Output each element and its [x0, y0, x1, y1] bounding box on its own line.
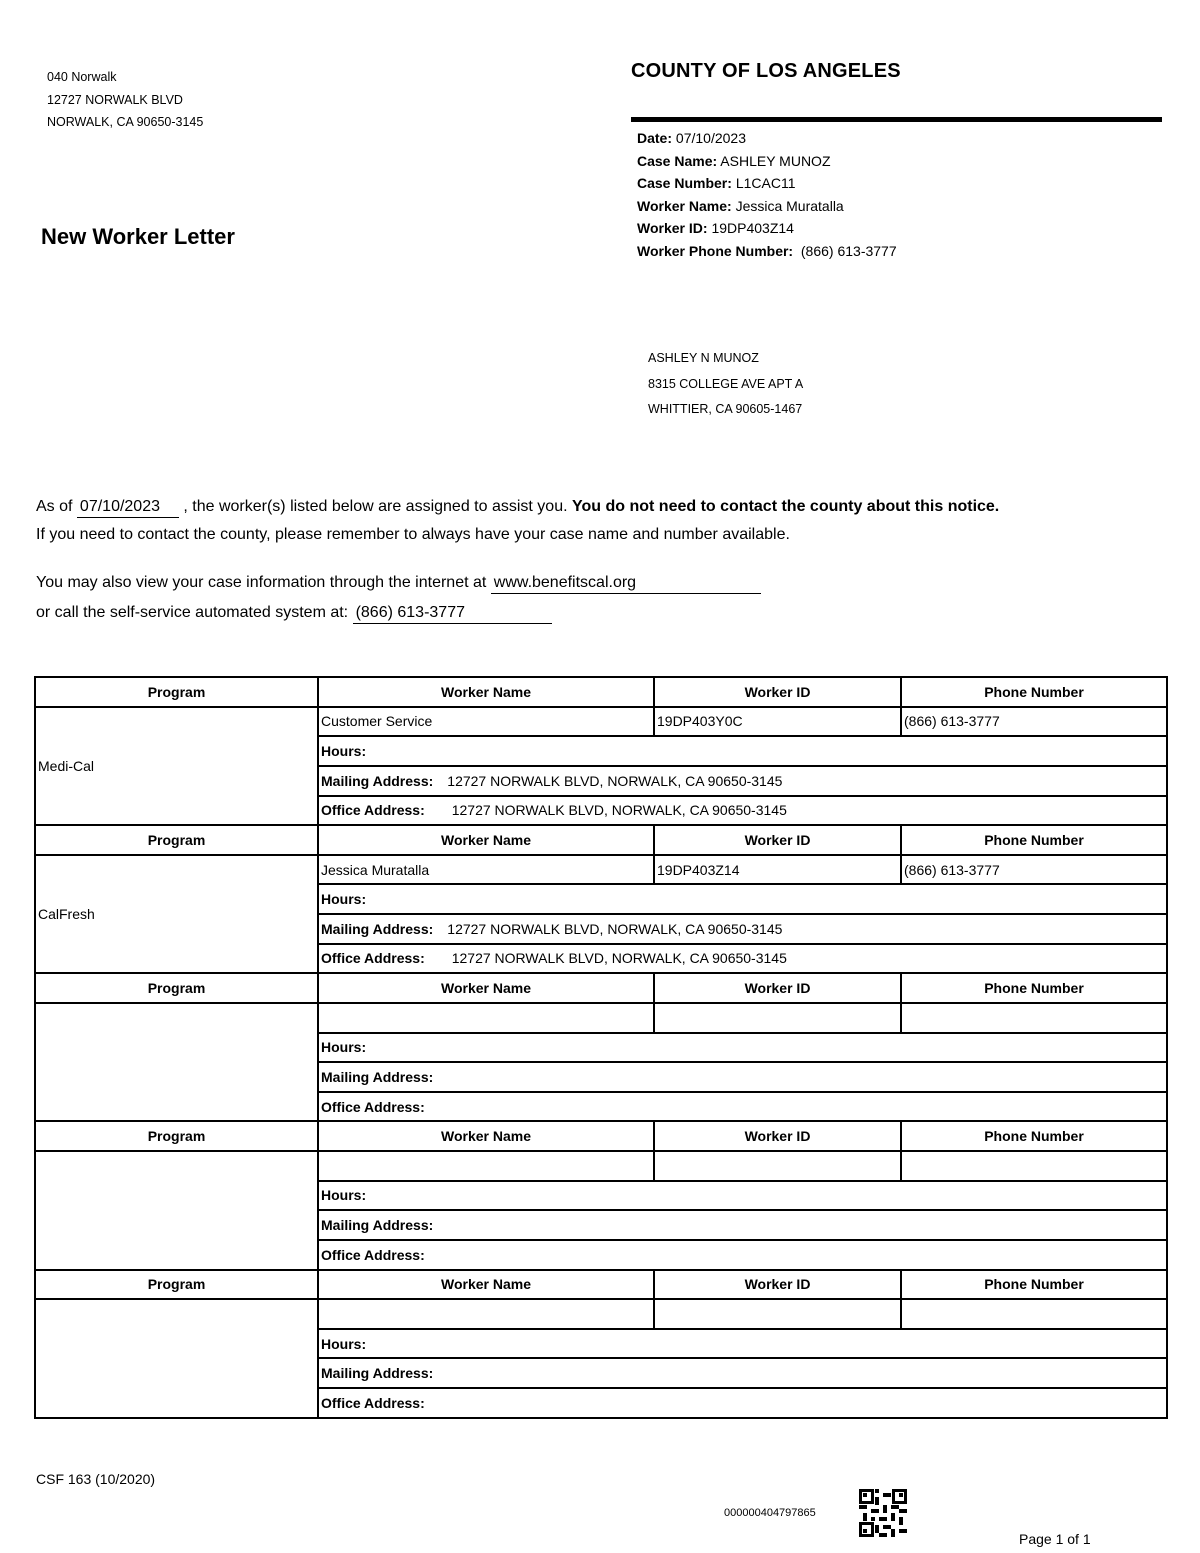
as-of-paragraph: [36, 497, 999, 518]
worker-id-header: Worker ID: [654, 1121, 901, 1151]
recipient-address: [648, 346, 803, 423]
form-id: CSF 163 (10/2020): [36, 1471, 156, 1487]
mailing-address-cell: [318, 1210, 1167, 1240]
office-address-block: [47, 66, 203, 134]
phone-number-cell: [901, 1003, 1167, 1033]
document-title: New Worker Letter: [41, 224, 235, 249]
phone-number-header: Phone Number: [901, 825, 1167, 855]
mailing-address-cell: [318, 766, 1167, 796]
table-header-row: [35, 825, 1167, 855]
case-name-row: [637, 150, 897, 173]
self-service-phone: (866) 613-3777: [353, 603, 552, 624]
mailing-address-label: Mailing Address:: [321, 1217, 434, 1234]
office-address-label: Office Address:: [321, 802, 425, 819]
worker-name-header: Worker Name: [318, 677, 654, 707]
worker-name-cell: [318, 1151, 654, 1181]
case-number-row: [637, 172, 897, 195]
office-address-cell: [318, 1388, 1167, 1418]
mailing-address-label: Mailing Address:: [321, 772, 434, 789]
hours-cell: [318, 884, 1167, 914]
phone-number-cell: (866) 613-3777: [901, 707, 1167, 737]
worker-id-header: Worker ID: [654, 1270, 901, 1300]
phone-number-header: Phone Number: [901, 973, 1167, 1003]
mailing-address-cell: [318, 1062, 1167, 1092]
program-cell: [35, 1003, 318, 1122]
recipient-city: WHITTIER, CA 90605-1467: [648, 402, 803, 416]
phone-number-header: Phone Number: [901, 1121, 1167, 1151]
hours-cell: [318, 1329, 1167, 1359]
worker-phone-label: Worker Phone Number:: [637, 242, 794, 259]
date-row: [637, 127, 897, 150]
worker-id-row: [637, 217, 897, 240]
worker-phone-row: [637, 240, 897, 263]
program-header: Program: [35, 825, 318, 855]
barcode-number: 000000404797865: [724, 1507, 816, 1519]
worker-id-header: Worker ID: [654, 973, 901, 1003]
mailing-address-label: Mailing Address:: [321, 920, 434, 937]
worker-id-cell: [654, 1299, 901, 1329]
recipient-name: ASHLEY N MUNOZ: [648, 351, 759, 365]
program-header: Program: [35, 1270, 318, 1300]
worker-row: [35, 1003, 1167, 1033]
worker-name-cell: Jessica Muratalla: [318, 855, 654, 885]
table-header-row: [35, 1270, 1167, 1300]
hours-label: Hours:: [321, 891, 367, 908]
table-header-row: [35, 677, 1167, 707]
program-header: Program: [35, 1121, 318, 1151]
worker-id-header: Worker ID: [654, 825, 901, 855]
worker-row: [35, 855, 1167, 885]
office-street: 12727 NORWALK BLVD: [47, 92, 183, 107]
mailing-address-cell: [318, 1358, 1167, 1388]
phone-number-header: Phone Number: [901, 677, 1167, 707]
office-address-value: 12727 NORWALK BLVD, NORWALK, CA 90650-3145: [451, 950, 787, 967]
worker-row: [35, 1151, 1167, 1181]
program-cell: [35, 1299, 318, 1418]
date-value: 07/10/2023: [675, 130, 746, 146]
mailing-address-label: Mailing Address:: [321, 1365, 434, 1382]
case-name-value: ASHLEY MUNOZ: [720, 152, 831, 169]
office-address-label: Office Address:: [321, 1098, 425, 1115]
table-header-row: [35, 1121, 1167, 1151]
no-contact-notice: You do not need to contact the county about this notice.: [572, 498, 1000, 515]
phone-number-cell: [901, 1151, 1167, 1181]
contact-reminder: If you need to contact the county, please remember to always have your case name and number available.: [36, 526, 790, 543]
qr-code: [859, 1489, 907, 1537]
hours-label: Hours:: [321, 1039, 367, 1056]
date-label: Date:: [637, 130, 673, 146]
hours-label: Hours:: [321, 743, 367, 760]
worker-id-label: Worker ID:: [637, 220, 708, 237]
header-rule: [631, 117, 1162, 122]
worker-name-row: [637, 195, 897, 218]
worker-row: [35, 1299, 1167, 1329]
hours-cell: [318, 1033, 1167, 1063]
worker-name-header: Worker Name: [318, 825, 654, 855]
office-city: NORWALK, CA 90650-3145: [47, 115, 204, 129]
program-cell: CalFresh: [35, 855, 318, 974]
phone-prefix: or call the self-service automated system at:: [36, 604, 349, 621]
website-line: [36, 573, 761, 594]
worker-row: [35, 707, 1167, 737]
program-header: Program: [35, 677, 318, 707]
recipient-street: 8315 COLLEGE AVE APT A: [648, 376, 804, 391]
table-header-row: [35, 973, 1167, 1003]
office-address-cell: [318, 1240, 1167, 1270]
as-of-date: 07/10/2023: [77, 497, 179, 518]
website-prefix: You may also view your case information through the internet at: [36, 574, 487, 591]
phone-number-header: Phone Number: [901, 1270, 1167, 1300]
phone-number-cell: (866) 613-3777: [901, 855, 1167, 885]
hours-label: Hours:: [321, 1187, 367, 1204]
mailing-address-label: Mailing Address:: [321, 1068, 434, 1085]
worker-phone-value: (866) 613-3777: [800, 242, 897, 259]
case-info-block: [637, 127, 897, 263]
page-number: Page 1 of 1: [1019, 1531, 1091, 1547]
office-address-cell: [318, 944, 1167, 974]
worker-id-cell: [654, 1151, 901, 1181]
worker-name-label: Worker Name:: [637, 197, 732, 214]
case-name-label: Case Name:: [637, 152, 718, 169]
worker-name-header: Worker Name: [318, 1270, 654, 1300]
office-address-cell: [318, 1092, 1167, 1122]
program-cell: [35, 1151, 318, 1270]
website-link[interactable]: www.benefitscal.org: [491, 573, 761, 594]
hours-cell: [318, 736, 1167, 766]
worker-id-cell: 19DP403Y0C: [654, 707, 901, 737]
worker-name-cell: Customer Service: [318, 707, 654, 737]
hours-cell: [318, 1181, 1167, 1211]
office-address-cell: [318, 796, 1167, 826]
as-of-suffix: , the worker(s) listed below are assigned to assist you.: [183, 498, 568, 515]
office-address-label: Office Address:: [321, 950, 425, 967]
county-header: COUNTY OF LOS ANGELES: [631, 60, 901, 82]
office-address-label: Office Address:: [321, 1246, 425, 1263]
worker-id-value: 19DP403Z14: [711, 220, 794, 237]
office-address-value: 12727 NORWALK BLVD, NORWALK, CA 90650-3145: [451, 802, 787, 819]
workers-table: [34, 676, 1168, 1419]
worker-id-header: Worker ID: [654, 677, 901, 707]
phone-number-cell: [901, 1299, 1167, 1329]
office-name: 040 Norwalk: [47, 70, 117, 84]
worker-name-header: Worker Name: [318, 973, 654, 1003]
worker-name-header: Worker Name: [318, 1121, 654, 1151]
worker-name-value: Jessica Muratalla: [735, 197, 844, 214]
worker-name-cell: [318, 1003, 654, 1033]
office-address-label: Office Address:: [321, 1395, 425, 1411]
mailing-address-value: 12727 NORWALK BLVD, NORWALK, CA 90650-3145: [447, 772, 783, 789]
hours-label: Hours:: [321, 1335, 367, 1352]
phone-line: [36, 603, 552, 624]
worker-id-cell: [654, 1003, 901, 1033]
as-of-prefix: As of: [36, 498, 73, 515]
program-cell: Medi-Cal: [35, 707, 318, 826]
worker-id-cell: 19DP403Z14: [654, 855, 901, 885]
case-number-label: Case Number:: [637, 175, 732, 192]
mailing-address-value: 12727 NORWALK BLVD, NORWALK, CA 90650-3145: [447, 920, 783, 937]
worker-name-cell: [318, 1299, 654, 1329]
mailing-address-cell: [318, 914, 1167, 944]
case-number-value: L1CAC11: [735, 175, 796, 192]
program-header: Program: [35, 973, 318, 1003]
